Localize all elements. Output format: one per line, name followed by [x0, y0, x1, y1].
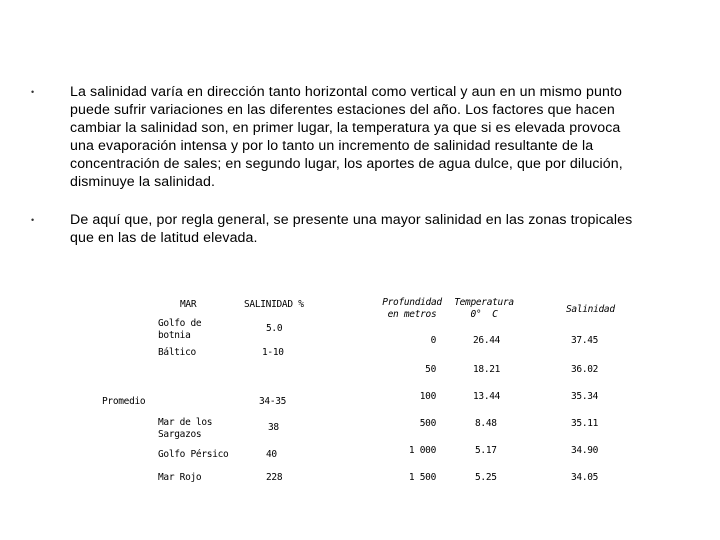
salinity-2-cell: 35.34 [571, 391, 599, 402]
bullet-text: La salinidad varía en dirección tanto horizontal como vertical y aun en un mismo punto puede sufrir variaciones en las diferentes estaciones del año. Los factores que hacen cambiar la salinidad son, en primer lugar, la temperatura ya que si es elevada provoca una evaporación intensa y por lo tanto un incremento de salinidad resultante de la concentración de sales; en segundo lugar, los aportes de agua dulce, que por dilución, disminuye la salinidad. [70, 84, 623, 190]
header-profundidad: Profundidad en metros [382, 297, 442, 320]
sea-name-cell: Mar Rojo [158, 472, 202, 483]
temperature-cell: 5.17 [475, 445, 497, 456]
salinity-2-cell: 34.90 [571, 445, 599, 456]
temperature-cell: 5.25 [475, 472, 497, 483]
salinity-cell: 5.0 [266, 323, 283, 334]
bullet-marker: • [31, 215, 35, 225]
bullet-text: De aquí que, por regla general, se presente una mayor salinidad en las zonas tropicales que en las de latitud elevada. [70, 212, 633, 246]
sea-name-cell: Mar de los Sargazos [158, 417, 213, 440]
temperature-cell: 18.21 [473, 364, 501, 375]
depth-cell: 1 500 [408, 472, 436, 483]
header-temperatura: Temperatura 0° C [454, 297, 514, 320]
temperature-cell: 13.44 [473, 391, 501, 402]
depth-cell: 50 [425, 364, 436, 375]
depth-cell: 1 000 [408, 445, 436, 456]
bullet-paragraph-1 [31, 83, 648, 191]
promedio-label: Promedio [102, 396, 146, 407]
bullet-marker: • [31, 87, 35, 97]
salinity-cell: 34-35 [259, 396, 287, 407]
salinity-2-cell: 35.11 [571, 418, 599, 429]
header-salinidad: SALINIDAD % [244, 299, 304, 310]
salinity-2-cell: 37.45 [571, 335, 599, 346]
bullet-paragraph-2 [31, 211, 648, 247]
sea-name-cell: Báltico [158, 347, 196, 358]
salinity-2-cell: 36.02 [571, 364, 599, 375]
depth-cell: 500 [419, 418, 436, 429]
salinity-cell: 40 [266, 449, 277, 460]
sea-name-cell: Golfo de botnia [158, 318, 202, 341]
header-mar: MAR [180, 299, 197, 310]
depth-cell: 100 [419, 391, 436, 402]
salinity-cell: 38 [268, 422, 279, 433]
salinity-2-cell: 34.05 [571, 472, 599, 483]
header-salinidad-2: Salinidad [566, 304, 615, 315]
temperature-cell: 8.48 [475, 418, 497, 429]
salinity-cell: 1-10 [262, 347, 284, 358]
salinity-cell: 228 [266, 472, 283, 483]
depth-cell: 0 [430, 335, 436, 346]
temperature-cell: 26.44 [473, 335, 501, 346]
sea-name-cell: Golfo Pérsico [158, 449, 229, 460]
